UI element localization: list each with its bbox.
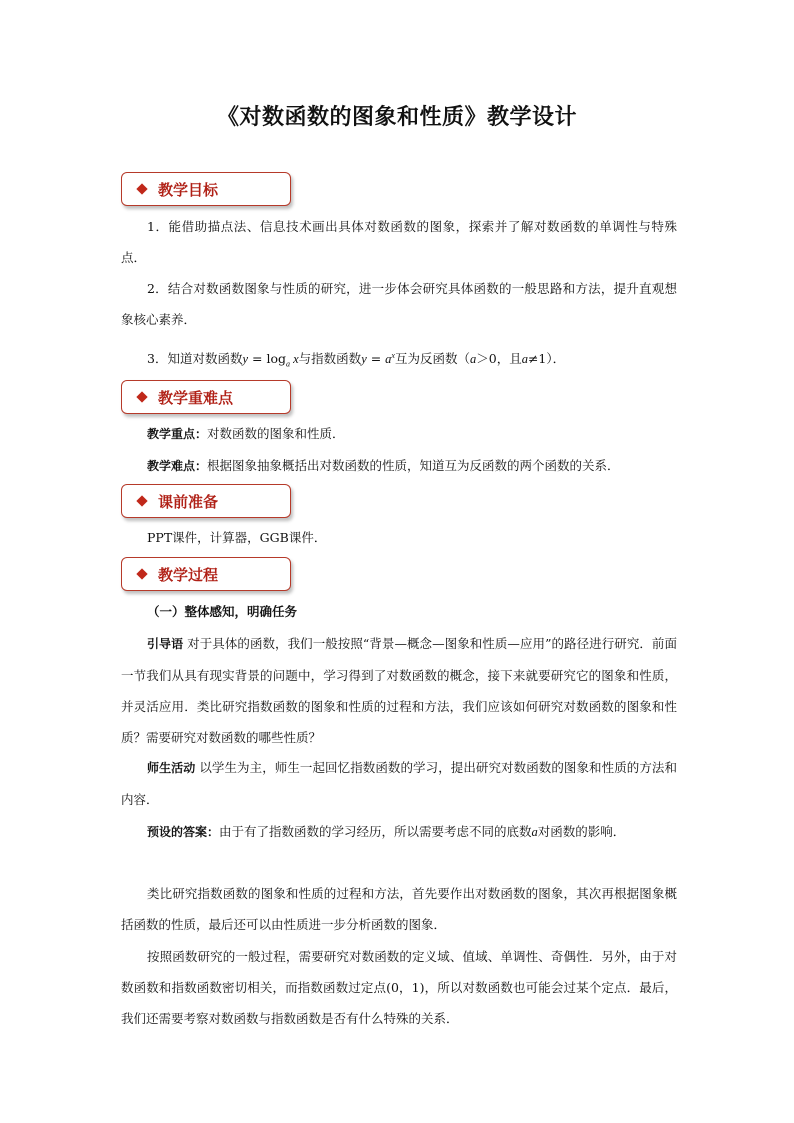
key-difficulty-lead: 教学难点： (147, 459, 208, 473)
p3-text-b: 对函数的影响． (537, 824, 626, 839)
section-label: 教学目标 (158, 181, 219, 199)
diamond-bullet-icon (136, 568, 147, 579)
math-cond-a2: a (521, 352, 528, 367)
section-header-process (121, 557, 291, 591)
math-log-x: x (289, 352, 299, 367)
goal-item-2: 2．结合对数函数图象与性质的研究，进一步体会研究具体函数的一般思路和方法，提升直观想象核心素养． (121, 281, 677, 327)
math-log-eq: = log (248, 351, 286, 367)
key-focus-lead: 教学重点： (147, 427, 208, 441)
math-log-base: a (285, 359, 290, 369)
section-header-goals (121, 172, 291, 206)
p1-lead: 引导语 (147, 637, 184, 651)
section-label: 课前准备 (158, 493, 219, 511)
p2-lead: 师生活动 (147, 761, 196, 775)
key-difficulty (121, 450, 677, 482)
goal-item-3-text-e: ≠1）． (527, 351, 566, 367)
math-cond-a1: a (470, 352, 477, 367)
p3-math: a (531, 825, 538, 839)
process-paragraph-3 (121, 816, 677, 848)
goal-item-3-text-a: 3．知道对数函数 (147, 351, 243, 367)
math-exp-eq: = (366, 351, 386, 367)
key-focus (121, 418, 677, 450)
process-paragraph-5: 按照函数研究的一般过程，需要研究对数函数的定义域、值域、单调性、奇偶性．另外，由于对数函数和指数函数密切相关，而指数函数过定点(0，1)，所以对数函数也可能会过某个定点．最后，我们还需要考察对数函数与指数函数是否有什么特殊的关系． (121, 949, 677, 1026)
math-exp-x: x (391, 351, 395, 360)
p3-text-a: 由于有了指数函数的学习经历，所以需要考虑不同的底数 (219, 824, 532, 839)
document-title: 《对数函数的图象和性质》教学设计 (216, 105, 577, 130)
diamond-bullet-icon (136, 495, 147, 506)
goal-item-1: 1．能借助描点法、信息技术画出具体对数函数的图象，探索并了解对数函数的单调性与特殊点． (121, 219, 677, 265)
goal-item-3-text-c: 互为反函数（ (394, 351, 470, 367)
goal-item-3 (121, 340, 677, 380)
goal-item-3-text-d: ＞0，且 (476, 351, 522, 367)
process-subheading: （一）整体感知，明确任务 (147, 604, 298, 619)
process-paragraph-4: 类比研究指数函数的图象和性质的过程和方法，首先要作出对数函数的图象，其次再根据图象概括函数的性质，最后还可以由性质进一步分析函数的图象． (121, 886, 677, 932)
section-label: 教学过程 (158, 566, 219, 584)
section-header-key (121, 380, 291, 414)
diamond-bullet-icon (136, 391, 147, 402)
section-label: 教学重难点 (158, 389, 234, 407)
section-header-prep (121, 484, 291, 518)
p2-text: 以学生为主，师生一起回忆指数函数的学习，提出研究对数函数的图象和性质的方法和内容． (121, 760, 677, 807)
prep-text: PPT课件，计算器，GGB课件． (147, 530, 327, 545)
p1-text: 对于具体的函数，我们一般按照“背景—概念—图象和性质—应用”的路径进行研究．前面一节我们从具有现实背景的问题中，学习得到了对数函数的概念，接下来就要研究它的图象和性质，并灵活应用．类比研究指数函数的图象和性质的过程和方法，我们应该如何研究对数函数的图象和性质？需要研究对数函数的哪些性质？ (121, 636, 677, 745)
p3-lead: 预设的答案： (147, 825, 220, 839)
process-paragraph-2 (121, 752, 677, 815)
process-paragraph-1 (121, 628, 677, 753)
diamond-bullet-icon (136, 183, 147, 194)
key-focus-text: 对数函数的图象和性质． (207, 426, 345, 441)
goal-item-3-text-b: 与指数函数 (298, 351, 362, 367)
math-exp-a: a (385, 352, 392, 367)
math-exp-y: y (361, 352, 367, 367)
key-difficulty-text: 根据图象抽象概括出对数函数的性质，知道互为反函数的两个函数的关系． (207, 458, 620, 473)
math-log-y: y (242, 352, 249, 367)
